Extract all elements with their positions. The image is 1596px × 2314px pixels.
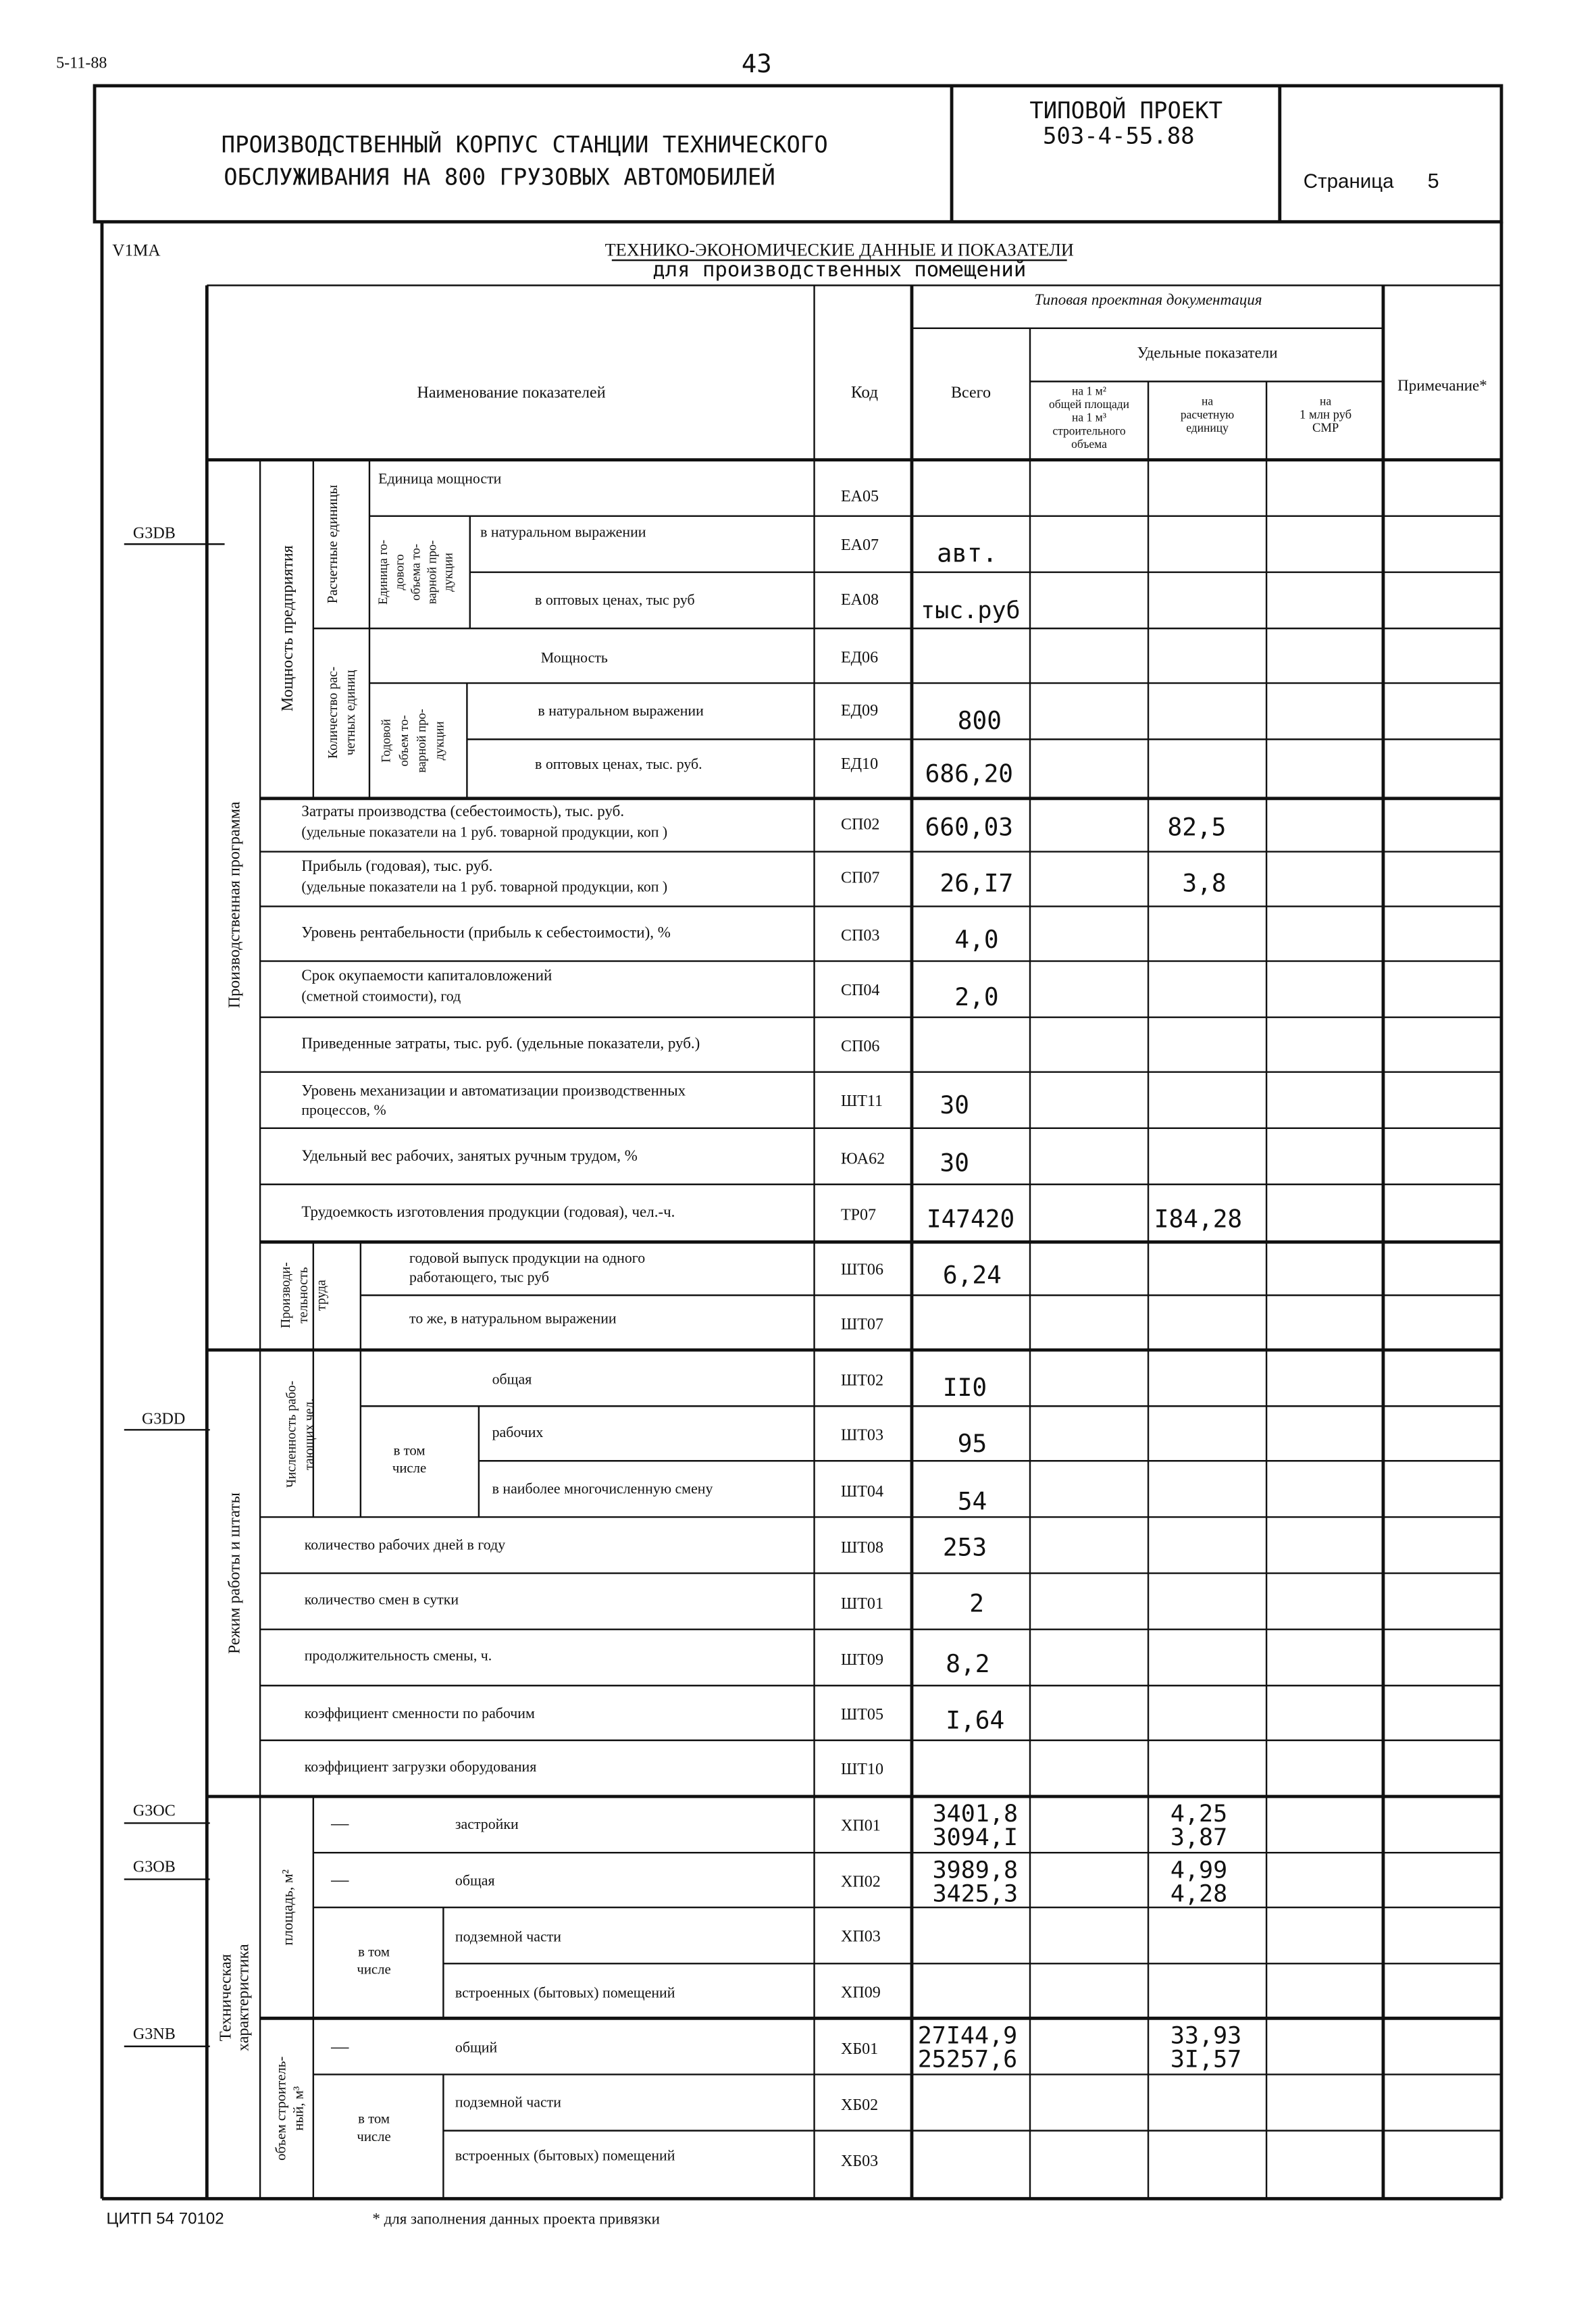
specific-values (1154, 812, 1242, 2073)
row-name: рабочих (492, 1424, 544, 1441)
productivity-l3: труда (313, 1280, 329, 1311)
row-code: ШТ02 (840, 1372, 883, 1390)
row-name: в оптовых ценах, тыс руб (535, 592, 695, 609)
side-codes (124, 525, 225, 2046)
row-code: СП04 (840, 981, 880, 999)
total-value: II0 (942, 1372, 987, 1402)
volume-l2: ный, м³ (290, 2086, 307, 2131)
per-unit-l2: расчетную (1180, 407, 1235, 422)
row-name: Единица мощности (378, 470, 502, 487)
annual-vol-l1: Годовой (379, 719, 394, 763)
total-value-2: 3425,3 (932, 1880, 1019, 1908)
total-value: авт. (937, 538, 998, 568)
annual-unit-l2: дового (392, 554, 407, 590)
row-name: общий (455, 2039, 498, 2056)
incl-volume-a: в том (358, 2111, 390, 2127)
row-code: ШТ04 (840, 1482, 883, 1501)
row-name-2: процессов, % (301, 1102, 386, 1119)
row-code: ЕА05 (840, 487, 879, 505)
volume-l1: объем строитель- (273, 2056, 289, 2161)
total-value: 8,2 (946, 1649, 990, 1679)
row-code: ЕА08 (840, 591, 879, 609)
row-name-2: (удельные показатели на 1 руб. товарной продукции, коп ) (301, 878, 668, 895)
doc-ref: 5-11-88 (56, 54, 107, 72)
per-m3-value-2: 3I,57 (1170, 2046, 1242, 2073)
row-name: коэффициент загрузки оборудования (304, 1758, 537, 1775)
row-name: Удельный вес рабочих, занятых ручным трудом, % (301, 1147, 638, 1164)
row-code: ШТ11 (840, 1092, 883, 1110)
annual-unit-l1: Единица го- (376, 539, 391, 605)
group-mode: Режим работы и штаты (226, 1492, 244, 1654)
row-code: СП03 (840, 926, 880, 945)
row-code: ЕА07 (840, 536, 879, 555)
productivity-l1: Производи- (278, 1262, 293, 1329)
total-value: 3989,8 (932, 1857, 1019, 1884)
total-value: 686,20 (925, 759, 1014, 788)
per-unit-l3: единицу (1186, 421, 1229, 435)
col-name-header: Наименование показателей (417, 384, 606, 402)
dash-obshchaya: — (331, 1869, 349, 1890)
incl-volume-b: числе (357, 2128, 391, 2144)
per-mln-l3: СМР (1312, 421, 1339, 436)
per-mln-l2: 1 млн руб (1299, 407, 1352, 422)
row-name-2: (удельные показатели на 1 руб. товарной продукции, коп ) (301, 824, 668, 840)
title-line-2: ОБСЛУЖИВАНИЯ НА 800 ГРУЗОВЫХ АВТОМОБИЛЕЙ (224, 164, 775, 191)
total-value-2: 3094,I (932, 1824, 1019, 1852)
total-value: 95 (957, 1429, 987, 1459)
per-m3-l2: общей площади (1049, 397, 1130, 411)
incl-area-b: числе (357, 1961, 391, 1978)
total-value: 253 (942, 1532, 987, 1562)
row-name: Уровень рентабельности (прибыль к себестоимости), % (301, 924, 671, 941)
annual-unit-l3: объема то- (409, 543, 423, 601)
total-value: 3401,8 (932, 1801, 1019, 1828)
row-code: ШТ03 (840, 1426, 883, 1444)
row-names (301, 471, 713, 2164)
row-code: ШТ05 (840, 1706, 883, 1724)
total-value-2: 25257,6 (917, 2046, 1018, 2073)
total-value: I47420 (926, 1204, 1015, 1234)
group-calc-units-count-l2: четных единиц (343, 670, 359, 756)
side-code-g3dd: G3DD (142, 1410, 186, 1428)
row-name-2: (сметной стоимости), год (301, 988, 461, 1005)
total-value: тыс.руб (921, 597, 1021, 624)
per-m3-l5: объема (1071, 437, 1107, 451)
total-value: 54 (957, 1486, 987, 1516)
productivity-l2: тельность (296, 1267, 311, 1324)
per-mln-l1: на (1320, 394, 1332, 408)
per-m3-value-2: 4,28 (1170, 1880, 1228, 1908)
row-code: ШТ09 (840, 1651, 883, 1669)
row-name: подземной части (455, 2094, 561, 2111)
staff-l2: тающих чел. (301, 1398, 317, 1470)
incl-staff-a: в том (393, 1442, 426, 1459)
per-m3-value: 33,93 (1170, 2022, 1242, 2050)
footer-left: ЦИТП 54 70102 (106, 2209, 224, 2228)
row-name: Срок окупаемости капиталовложений (301, 966, 552, 984)
per-m3-l3: на 1 м³ (1072, 410, 1107, 424)
per-m3-l1: на 1 м² (1072, 384, 1107, 398)
row-code: ШТ08 (840, 1538, 883, 1557)
row-name: коэффициент сменности по рабочим (304, 1705, 535, 1722)
total-value: 660,03 (925, 812, 1014, 842)
row-name: встроенных (бытовых) помещений (455, 2147, 675, 2164)
page-number: 43 (741, 49, 772, 79)
table-header (417, 291, 1487, 451)
per-unit-value: I84,28 (1154, 1204, 1243, 1234)
group-capacity: Мощность предприятия (279, 545, 297, 712)
section-code: V1MA (112, 241, 161, 260)
annual-unit-l4: варной про- (425, 540, 440, 605)
row-code: ШТ10 (840, 1761, 883, 1779)
row-name: Трудоемкость изготовления продукции (годовая), чел.-ч. (301, 1203, 675, 1221)
total-value: 26,I7 (939, 868, 1014, 898)
row-code: ЮА62 (840, 1150, 885, 1168)
row-name: Затраты производства (себестоимость), тыс. руб. (301, 803, 625, 820)
row-name: в натуральном выражении (480, 524, 646, 540)
per-m3-l4: строительного (1052, 424, 1126, 438)
total-value: I,64 (946, 1705, 1005, 1735)
per-m3-value: 4,99 (1170, 1857, 1228, 1884)
footer-note: * для заполнения данных проекта привязки (372, 2210, 660, 2228)
section-title: ТЕХНИКО-ЭКОНОМИЧЕСКИЕ ДАННЫЕ И ПОКАЗАТЕЛИ (604, 240, 1074, 260)
page-value: 5 (1427, 169, 1439, 193)
project-number: 503-4-55.88 (1043, 122, 1195, 149)
title-line-1: ПРОИЗВОДСТВЕННЫЙ КОРПУС СТАНЦИИ ТЕХНИЧЕСКОГО (221, 131, 828, 158)
group-prod-program: Производственная программа (226, 801, 244, 1009)
side-code-g3nb: G3NB (132, 2025, 176, 2043)
total-value: 30 (939, 1090, 970, 1120)
annual-vol-l4: дукции (432, 721, 447, 761)
row-code: ТР07 (840, 1206, 877, 1224)
page-label: Страница (1303, 170, 1394, 193)
col-code-header: Код (850, 383, 879, 402)
row-name: количество смен в сутки (304, 1591, 459, 1608)
annual-vol-l3: варной про- (415, 709, 430, 773)
row-name: застройки (455, 1816, 519, 1833)
row-name: в оптовых ценах, тыс. руб. (535, 756, 702, 773)
row-code: ХБ01 (840, 2040, 879, 2058)
total-value: 4,0 (954, 924, 999, 954)
per-unit-value: 3,8 (1182, 868, 1227, 898)
incl-area-a: в том (358, 1944, 390, 1960)
group-tech: Техническая (217, 1954, 235, 2042)
annual-unit-l5: дукции (441, 553, 456, 592)
row-name: Мощность (540, 649, 608, 666)
row-name: Уровень механизации и автоматизации производственных (301, 1082, 686, 1099)
staff-l1: Численность рабо- (284, 1380, 299, 1488)
group-calc-units: Расчетные единицы (324, 484, 340, 604)
row-code: ХП03 (840, 1928, 881, 1946)
dash-obshchiy: — (331, 2036, 349, 2057)
row-name: количество рабочих дней в году (304, 1536, 506, 1553)
row-name: встроенных (бытовых) помещений (455, 1984, 675, 2001)
row-name-2: работающего, тыс руб (409, 1269, 550, 1286)
row-code: ШТ07 (840, 1315, 883, 1334)
per-unit-value: 82,5 (1167, 812, 1227, 842)
dash-zastroyki: — (331, 1813, 349, 1834)
row-name: подземной части (455, 1928, 561, 1945)
row-name: в наиболее многочисленную смену (492, 1480, 713, 1497)
side-code-g3ob: G3OB (132, 1858, 176, 1876)
total-value: 27I44,9 (917, 2022, 1018, 2050)
row-name: Приведенные затраты, тыс. руб. (удельные показатели, руб.) (301, 1034, 700, 1052)
per-unit-l1: на (1201, 394, 1214, 408)
row-code: ЕД09 (840, 702, 879, 720)
tpd-header: Типовая проектная документация (1034, 291, 1262, 308)
total-value: 800 (957, 705, 1002, 735)
total-value: 30 (939, 1148, 970, 1178)
row-name: общая (492, 1371, 532, 1388)
per-m3-value-2: 3,87 (1170, 1824, 1228, 1852)
row-code: СП07 (840, 869, 880, 887)
group-tech-2: характеристика (234, 1944, 253, 2052)
col-total-header: Всего (950, 384, 991, 402)
side-code-g3oc: G3OC (132, 1802, 176, 1820)
specific-header: Удельные показатели (1137, 344, 1278, 361)
row-code: СП02 (840, 815, 880, 834)
row-code: ХП09 (840, 1984, 881, 2002)
project-label: ТИПОВОЙ ПРОЕКТ (1029, 97, 1223, 124)
per-m3-value: 4,25 (1170, 1801, 1228, 1828)
group-calc-units-count-l1: Количество рас- (325, 666, 340, 759)
row-code: СП06 (840, 1038, 880, 1056)
row-code: ШТ01 (840, 1595, 883, 1613)
total-value: 2,0 (954, 982, 999, 1012)
row-code: ХБ03 (840, 2153, 879, 2171)
row-name: продолжительность смены, ч. (304, 1647, 492, 1664)
total-value: 2 (969, 1588, 985, 1618)
total-value: 6,24 (942, 1260, 1002, 1290)
row-code: ШТ06 (840, 1261, 883, 1279)
note-header: Примечание* (1397, 376, 1487, 394)
side-code-g3db: G3DB (132, 524, 176, 543)
row-code: ЕД10 (840, 755, 879, 774)
group-area: площадь, м² (280, 1869, 297, 1946)
incl-staff-b: числе (392, 1460, 427, 1476)
annual-vol-l2: объем то- (396, 715, 411, 767)
row-name: общая (455, 1872, 495, 1889)
section-subtitle: для производственных помещений (652, 258, 1027, 282)
row-code: ХП01 (840, 1817, 881, 1835)
row-name: в натуральном выражении (538, 703, 704, 720)
row-code: ХБ02 (840, 2096, 879, 2114)
row-name: годовой выпуск продукции на одного (409, 1249, 646, 1266)
row-name: то же, в натуральном выражении (409, 1310, 617, 1327)
row-name: Прибыль (годовая), тыс. руб. (301, 857, 493, 875)
total-values (918, 538, 1021, 2073)
title-block (95, 86, 1501, 222)
row-code: ХП02 (840, 1873, 881, 1891)
row-code: ЕД06 (840, 649, 879, 667)
